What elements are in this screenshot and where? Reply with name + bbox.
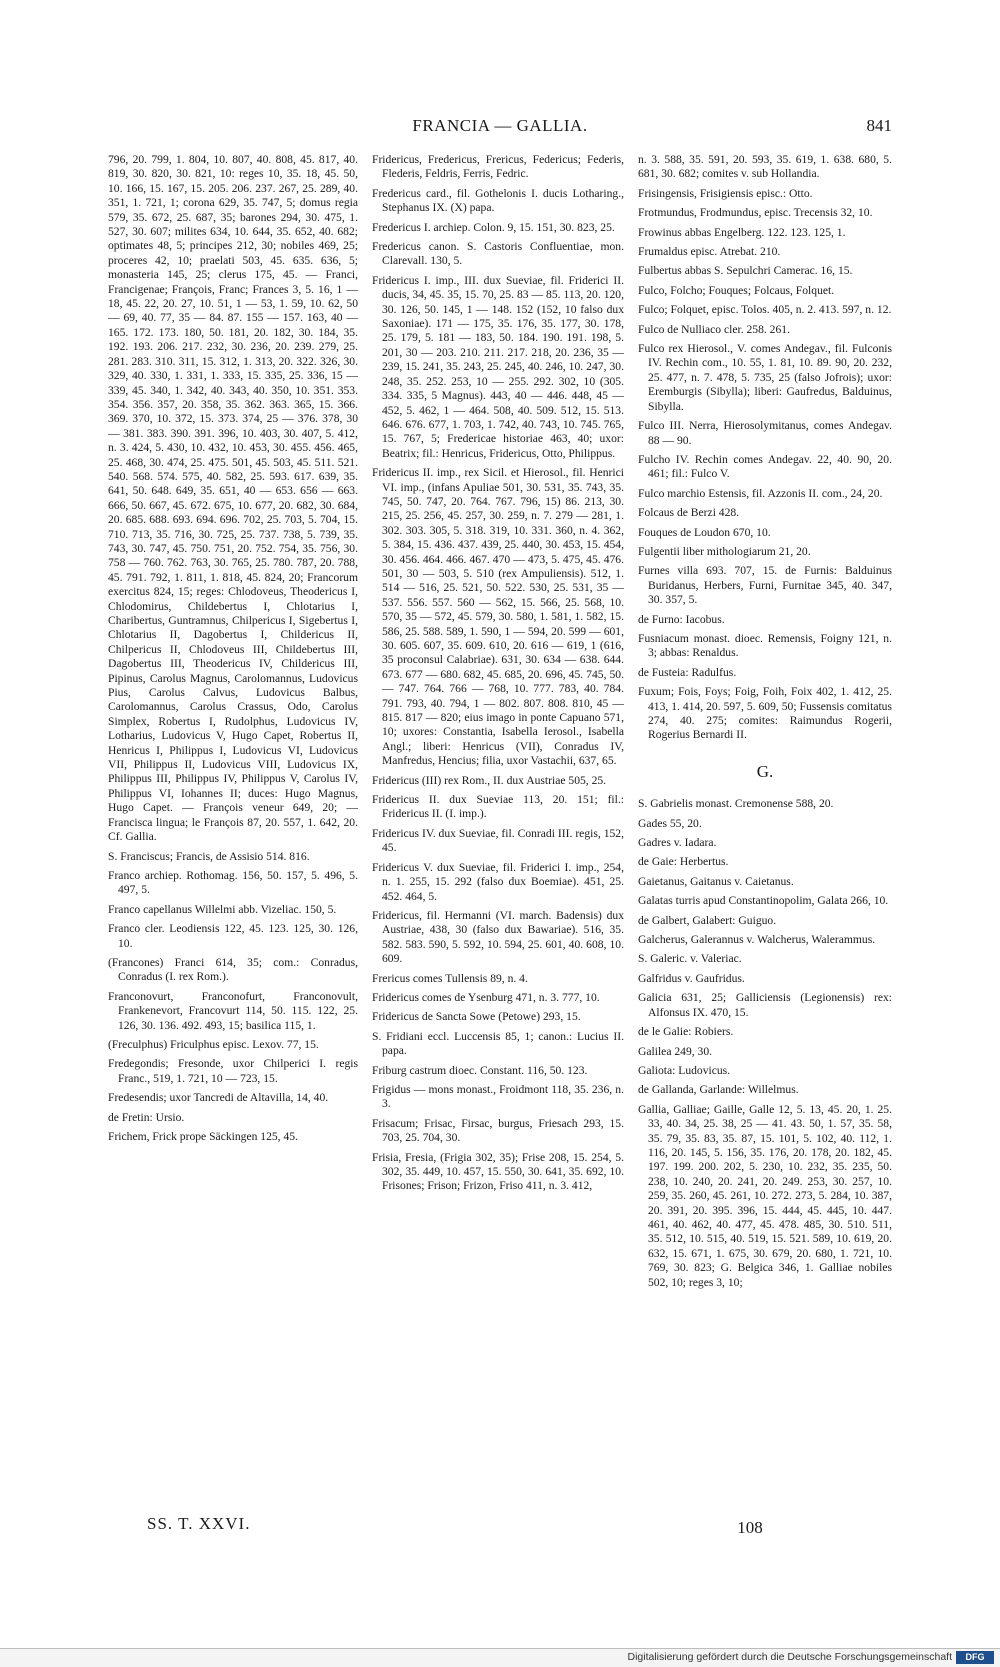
- index-entry: Frichem, Frick prope Säckingen 125, 45.: [108, 1130, 298, 1143]
- running-head: FRANCIA — GALLIA.: [412, 116, 588, 135]
- index-entry: Galiota: Ludovicus.: [638, 1063, 731, 1077]
- index-entry: Fouques de Loudon 670, 10.: [638, 525, 771, 539]
- index-entry: Fulgentii liber mithologiarum 21, 20.: [638, 544, 811, 558]
- index-entry: Franco archiep. Rothomag. 156, 50. 157, 5. 496, 5. 497, 5.: [108, 868, 358, 897]
- index-entry: Fulco rex Hierosol., V. comes Andegav., fil. Fulconis IV. Rechin com., 10. 55, 1. 81, 10. 89. 90, 20. 232, 25. 477, n. 7. 478, 5. 735, 25 (falso Jofrois); uxor: Eremburgis (Sibylla); liberi: Gaufredus, Balduinus, Sibylla.: [638, 342, 892, 413]
- index-entry: Gaietanus, Gaitanus v. Caietanus.: [638, 874, 794, 888]
- volume-signature: SS. T. XXVI.: [147, 1514, 251, 1533]
- dfg-logo: DFG: [956, 1651, 994, 1664]
- credit-text: Digitalisierung gefördert durch die Deutsche Forschungsgemeinschaft: [627, 1651, 952, 1663]
- index-entry: Fusniacum monast. dioec. Remensis, Foigny 121, n. 3; abbas: Renaldus.: [638, 631, 892, 660]
- index-entry: Fulco, Folcho; Fouques; Folcaus, Folquet.: [638, 283, 835, 297]
- index-entry: S. Franciscus; Francis, de Assisio 514. 816.: [108, 849, 310, 863]
- index-entry: S. Galeric. v. Valeriac.: [638, 952, 742, 966]
- index-entry: Furnes villa 693. 707, 15. de Furnis: Balduinus Buridanus, Herbers, Furni, Furnitae 345, 40. 347, 30. 357, 5.: [638, 564, 892, 607]
- index-entry: de Gaie: Herbertus.: [638, 855, 729, 869]
- index-entry-continuation: 796, 20. 799, 1. 804, 10. 807, 40. 808, 45. 817, 40. 819, 30. 820, 30. 821, 10: reges 10, 35. 18, 45. 50, 10. 166, 15. 167, 15. 205. 206. 237. 267, 25. 289, 40. 351, 1. 721, 1; corona 629, 35. 747, 5; domus regia 579, 35. 672, 25. 687, 35; barones 294, 30. 475, 1. 527, 30. 607; milites 634, 10. 644, 35. 652, 40. 682; optimates 48, 5; principes 212, 30; nobiles 469, 25; proceres 42, 10; praelati 503, 45. 635. 636, 5; monasteria 145, 25; clerus 175, 45. — Franci, Francigenae; François, Franc; Frances 3, 5. 16, 1 — 18, 45. 22, 20. 27, 10. 51, 1 — 53, 1. 59, 10. 62, 50 — 69, 40. 77, 35 — 84. 87. 155 — 157. 163, 40 — 165. 172. 173. 180, 50. 181, 20. 182, 30. 184, 35. 192. 193. 206. 217. 232, 30. 236, 20. 239. 279, 25. 281. 283. 310. 311, 15. 312, 1. 313, 20. 322. 326, 30. 329, 40. 330, 1. 331, 1. 333, 15. 335, 25. 336, 15 — 339, 45. 340, 1. 342, 40. 343, 40. 350, 10. 351. 353. 354. 356. 357, 20. 358, 35. 362. 363. 365, 15. 366. 369. 370, 10. 372, 15. 373. 374, 25 — 376. 378, 30 — 381. 383. 390. 391. 396, 10. 403, 30. 407, 5. 412, n. 3. 424, 5. 430, 10. 432, 10. 453, 30. 455. 456. 465, 25. 468, 30. 474, 25. 475. 501, 45. 503, 45. 511. 521. 540. 568. 574. 575, 40. 582, 25. 593. 617. 639, 35. 641, 50. 648. 649, 35. 651, 40 — 653. 656 — 663. 666, 50. 667, 45. 672. 675, 10. 677, 20. 682, 30. 684, 20. 685. 688. 693. 694. 696. 702, 25. 703, 5. 704, 15. 710. 713, 35. 716, 30. 725, 25. 737. 738, 5. 739, 35. 743, 30. 747, 45. 750. 751, 20. 752. 754, 35. 756, 30. 758 — 760. 762. 763, 30. 765, 25. 780. 787, 20. 788, 45. 791. 792, 1. 811, 1. 818, 45. 824, 20; Francorum exercitus 824, 15; reges: Chlodoveus, Theodericus I, Chlodomirus, Childebertus I, Chlotarius I, Charibertus, Guntramnus, Chilpericus I, Sigebertus I, Chlotarius II, Dagobertus I, Childericus II, Chilpericus II, Chlodoveus III, Childebertus III, Dagobertus III, Theodericus IV, Childericus III, Pipinus, Carolus Magnus, Carolomannus, Ludovicus Pius, Carolus Calvus, Ludovicus Balbus, Carolomannus, Carolus Crassus, Odo, Carolus Simplex, Robertus I, Rudolphus, Ludovicus IV, Lotharius, Ludovicus V, Hugo Capet, Robertus II, Henricus I, Philippus I, Ludovicus VI, Ludovicus VII, Philippus II, Ludovicus VIII, Ludovicus IX, Philippus III, Philippus IV, Philippus V, Carolus IV, Philippus VI, Iohannes II; duces: Hugo Magnus, Hugo Capet. — François veneur 649, 20; — Francisca lingua; le François 87, 20. 557, 1. 642, 20. Cf. Gallia.: [108, 153, 358, 844]
- section-letter: G.: [756, 761, 774, 781]
- index-entry: Fredericus canon. S. Castoris Confluentiae, mon. Clarevall. 130, 5.: [372, 240, 624, 268]
- sheet-signature: 108: [737, 1518, 763, 1537]
- index-entry: de Furno: Iacobus.: [638, 612, 725, 626]
- index-entry: Galatas turris apud Constantinopolim, Galata 266, 10.: [638, 894, 889, 908]
- index-entry: Frisia, Fresia, (Frigia 302, 35); Frise 208, 15. 254, 5. 302, 35. 449, 10. 457, 15. 550, 30. 641, 35. 692, 10. Frisones; Frison; Frizon, Friso 411, n. 3. 412,: [372, 1150, 624, 1193]
- index-entry: Fulco de Nulliaco cler. 258. 261.: [638, 322, 790, 336]
- index-entry: Franco cler. Leodiensis 122, 45. 123. 125, 30. 126, 10.: [108, 922, 358, 950]
- index-entry: Fridericus, fil. Hermanni (VI. march. Badensis) dux Austriae, 438, 30 (falso dux Bawariae). 516, 35. 582. 583. 590, 5. 592, 10. 594, 25. 601, 40. 608, 10. 609.: [372, 908, 624, 966]
- index-entry: Galfridus v. Gaufridus.: [638, 971, 745, 985]
- index-entry: Fuxum; Fois, Foys; Foig, Foih, Foix 402, 1. 412, 25. 413, 1. 414, 20. 597, 5. 609, 50; Fussensis comitatus 274, 40. 275; comites: Raimundus Rogerii, Rogerius Bernardi II.: [638, 685, 892, 742]
- index-entry: S. Fridiani eccl. Luccensis 85, 1; canon.: Lucius II. papa.: [372, 1029, 624, 1058]
- index-entry: Fridericus I. imp., III. dux Sueviae, fil. Friderici II. ducis, 34, 45. 35, 15. 70, 25. 83 — 85. 113, 20. 120, 30. 126, 50. 145, 1 — 148. 152 (152, 10 falso dux Saxoniae). 171 — 175, 35. 176, 35. 177, 30. 178, 25. 179, 5. 181 — 183, 50. 184. 190. 191. 198, 5. 201, 30 — 203. 210. 211. 217. 218, 20. 236, 35 — 239, 15. 241, 35. 243, 25. 245, 40. 246, 10. 247, 30. 248, 35. 252. 253, 10 — 255. 292. 302, 10 (305. 334. 335, 5 Magnus). 443, 40 — 446. 448, 45 — 452, 5. 462, 1 — 464. 508, 40. 509. 512, 15. 513. 646. 676. 677, 1. 703, 1. 742, 40. 743, 10. 745. 765, 15. 767, 5; Fredericae historiae 463, 40; uxor: Beatrix; fil.: Henricus, Fridericus, Otto, Philippus.: [372, 273, 624, 460]
- index-entry: Fridericus comes de Ysenburg 471, n. 3. 777, 10.: [372, 990, 600, 1004]
- index-entry: Frisingensis, Frisigiensis episc.: Otto.: [638, 186, 813, 200]
- index-entry: de Fretin: Ursio.: [108, 1110, 185, 1124]
- index-entry: de Gallanda, Garlande: Willelmus.: [638, 1083, 799, 1097]
- index-entry: de le Galie: Robiers.: [638, 1025, 734, 1039]
- index-entry: Fredegondis; Fresonde, uxor Chilperici I. regis Franc., 519, 1. 721, 10 — 723, 15.: [108, 1057, 358, 1085]
- index-entry: Fridericus II. imp., rex Sicil. et Hierosol., fil. Henrici VI. imp., (infans Apuliae 501, 30. 531, 35. 743, 35. 745, 50. 747, 20. 764. 767. 796, 15) 86. 213, 30. 215, 25. 256, 45. 257, 30. 259, n. 7. 279 — 281, 1. 302. 303. 305, 5. 318. 319, 10. 331. 360, n. 4. 362, 5. 384, 15. 436. 437. 439, 25. 440, 30. 453, 15. 454, 30. 456. 464. 466. 467. 470 — 473, 5. 475, 45. 476. 501, 30 — 503, 5. 510 (rex Ampuliensis). 512, 1. 514 — 516, 25. 521, 50. 522. 530, 25. 531, 35 — 537. 556. 557. 560 — 562, 15. 566, 25. 568, 10. 570, 35 — 572, 45. 579, 30. 580, 1. 581, 1. 582, 15. 586, 25. 588. 589, 1. 590, 1 — 594, 20. 599 — 601, 30. 605. 607, 35. 609. 610, 20. 616 — 619, 1 (616, 35 proconsul Calabriae). 631, 30. 634 — 638. 644. 673. 677 — 680. 682, 45. 685, 20. 696, 45. 745, 50. — 747. 764. 766 — 768, 10. 777. 783, 40. 784. 791. 793, 40. 794, 1 — 802. 807. 808. 810, 45 — 815. 817 — 820; eius imago in ponte Capuano 571, 10; uxores: Constantia, Isabella Ierosol., Isabella Angl.; liberi: Henricus (VII), Conradus IV, Manfredus, Hencius; filia, uxor Vastachii, 637, 65.: [372, 466, 624, 768]
- index-entry: Frisacum; Frisac, Firsac, burgus, Friesach 293, 15. 703, 25. 704, 30.: [372, 1116, 624, 1145]
- index-entry: Gallia, Galliae; Gaille, Galle 12, 5. 13, 45. 20, 1. 25. 33, 40. 34, 25. 38, 25 — 41. 43. 50, 1. 57, 35. 58, 35. 79, 35. 83, 35. 87, 15. 101, 5. 102, 40. 112, 1. 116, 20. 145, 5. 156, 35. 176, 20. 178, 20. 182, 45. 197. 199. 200. 202, 5. 230, 10. 232, 35. 235, 50. 238, 10. 240, 20. 241, 20. 249. 253, 30. 257, 10. 259, 35. 260, 45. 261, 10. 272. 273, 5. 284, 10. 387, 20. 391, 20. 395. 396, 15. 444, 45. 445, 10. 447. 461, 40. 462, 40. 477, 45. 478. 485, 30. 510. 511, 35. 512, 10. 515, 40. 519, 15. 521. 589, 10. 619, 20. 632, 15. 671, 1. 675, 30. 679, 20. 680, 1. 721, 10. 769, 30. 823; G. Belgica 346, 1. Galliae nobiles 502, 10; reges 3, 10;: [638, 1102, 892, 1289]
- index-entry: Fridericus V. dux Sueviae, fil. Friderici I. imp., 254, n. 1. 255, 15. 292 (falso dux Boemiae). 451, 25. 452. 464, 5.: [372, 860, 624, 903]
- index-entry: Fulco; Folquet, episc. Tolos. 405, n. 2. 413. 597, n. 12.: [638, 303, 892, 317]
- index-entry: de Galbert, Galabert: Guiguo.: [638, 913, 777, 927]
- index-entry: Frigidus — mons monast., Froidmont 118, 35. 236, n. 3.: [372, 1082, 624, 1111]
- index-entry: Fridericus, Fredericus, Frericus, Federicus; Federis, Flederis, Feldris, Ferris, Fedric.: [372, 153, 624, 181]
- index-entry: Franco capellanus Willelmi abb. Vizeliac. 150, 5.: [108, 902, 337, 916]
- index-entry: Galilea 249, 30.: [638, 1044, 713, 1058]
- index-entry: Friburg castrum dioec. Constant. 116, 50. 123.: [372, 1063, 588, 1077]
- index-entry: Frowinus abbas Engelberg. 122. 123. 125, 1.: [638, 225, 846, 239]
- index-entry: Fredesendis; uxor Tancredi de Altavilla, 14, 40.: [108, 1091, 329, 1105]
- index-entry: (Francones) Franci 614, 35; com.: Conradus, Conradus (I. rex Rom.).: [108, 955, 358, 984]
- credit-bar: [0, 1648, 1000, 1667]
- index-entry: Franconovurt, Franconofurt, Franconovult, Frankenevort, Francovurt 114, 50. 115. 122, 25. 126, 30. 136. 492. 493, 15; basilica 115, 1.: [108, 989, 358, 1032]
- index-column-1: [108, 153, 358, 1513]
- index-entry: Fridericus (III) rex Rom., II. dux Austriae 505, 25.: [372, 773, 607, 787]
- index-entry: Fulco marchio Estensis, fil. Azzonis II. com., 24, 20.: [638, 486, 883, 500]
- index-entry: Gades 55, 20.: [638, 816, 702, 830]
- index-entry: Fulcho IV. Rechin comes Andegav. 22, 40. 90, 20. 461; fil.: Fulco V.: [638, 452, 892, 481]
- index-entry: Fredericus I. archiep. Colon. 9, 15. 151, 30. 823, 25.: [372, 220, 615, 234]
- page-number: 841: [866, 116, 892, 135]
- index-entry: Gadres v. Iadara.: [638, 836, 717, 850]
- index-entry: Fridericus de Sancta Sowe (Petowe) 293, 15.: [372, 1010, 581, 1024]
- index-entry: Frotmundus, Frodmundus, episc. Trecensis 32, 10.: [638, 206, 873, 220]
- index-entry: S. Gabrielis monast. Cremonense 588, 20.: [638, 797, 834, 811]
- index-entry-continuation: n. 3. 588, 35. 591, 20. 593, 35. 619, 1. 638. 680, 5. 681, 30. 682; comites v. sub Hollandia.: [638, 153, 892, 181]
- index-entry: Fulco III. Nerra, Hierosolymitanus, comes Andegav. 88 — 90.: [638, 419, 892, 447]
- index-column-3: [638, 153, 892, 1528]
- index-entry: Frumaldus episc. Atrebat. 210.: [638, 245, 781, 259]
- index-entry: Galcherus, Galerannus v. Walcherus, Walerammus.: [638, 933, 876, 947]
- index-column-2: [372, 153, 624, 1523]
- index-entry: Galicia 631, 25; Galliciensis (Legionensis) rex: Alfonsus IX. 470, 15.: [638, 991, 892, 1019]
- index-entry: (Freculphus) Friculphus episc. Lexov. 77, 15.: [108, 1037, 319, 1051]
- index-entry: Folcaus de Berzi 428.: [638, 506, 740, 520]
- index-entry: Fulbertus abbas S. Sepulchri Camerac. 16, 15.: [638, 264, 853, 278]
- index-entry: de Fusteia: Radulfus.: [638, 665, 737, 679]
- index-entry: Fridericus II. dux Sueviae 113, 20. 151; fil.: Fridericus II. (I. imp.).: [372, 793, 624, 821]
- index-entry: Fridericus IV. dux Sueviae, fil. Conradi III. regis, 152, 45.: [372, 826, 624, 855]
- index-entry: Fredericus card., fil. Gothelonis I. ducis Lotharing., Stephanus IX. (X) papa.: [372, 186, 624, 215]
- index-entry: Frericus comes Tullensis 89, n. 4.: [372, 971, 528, 985]
